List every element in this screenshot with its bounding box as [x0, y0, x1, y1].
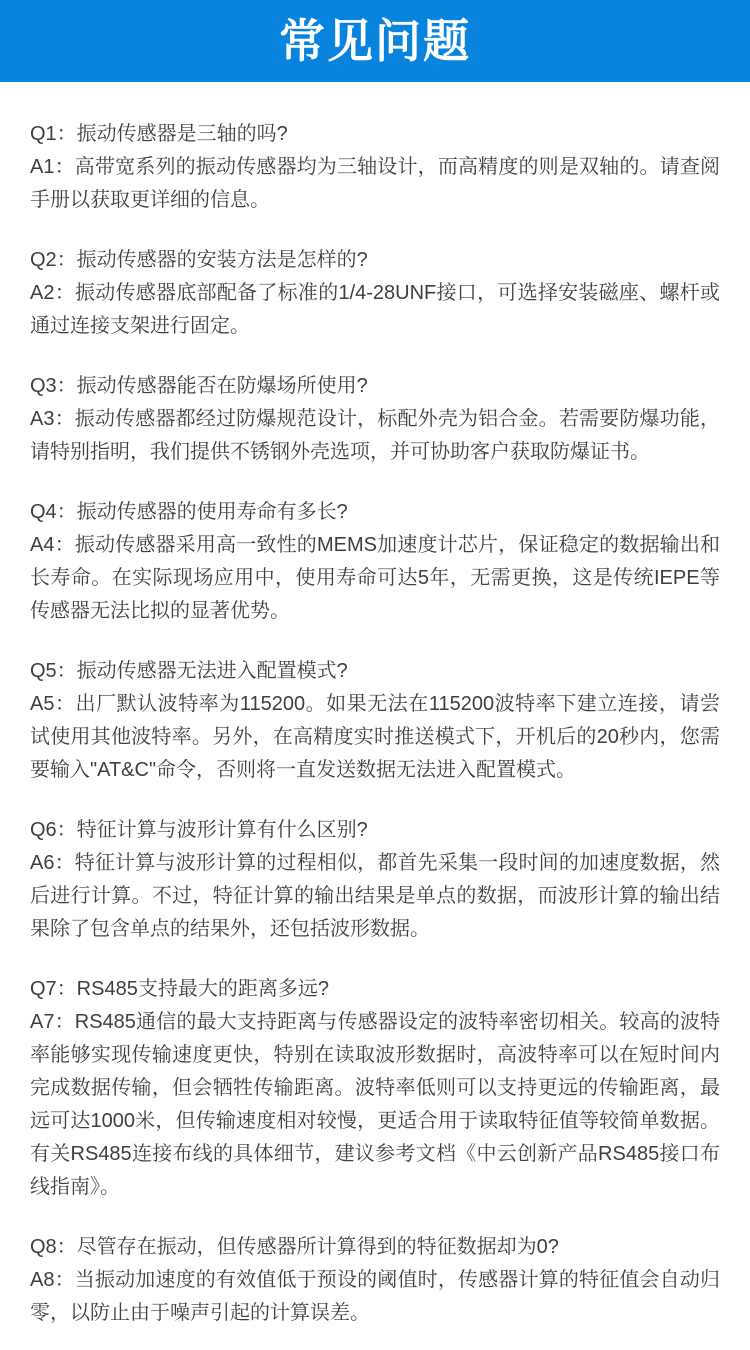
faq-question: Q8：尽管存在振动，但传感器所计算得到的特征数据却为0?: [30, 1236, 559, 1258]
faq-question: Q7：RS485支持最大的距离多远?: [30, 978, 329, 1000]
faq-question: Q6：特征计算与波形计算有什么区别?: [30, 819, 368, 841]
faq-answer: A4：振动传感器采用高一致性的MEMS加速度计芯片，保证稳定的数据输出和长寿命。在实际现场应用中，使用寿命可达5年，无需更换，这是传统IEPE等传感器无法比拟的显著优势。: [30, 534, 720, 622]
faq-item: [30, 496, 720, 628]
faq-question: Q1：振动传感器是三轴的吗?: [30, 123, 288, 145]
faq-item: [30, 814, 720, 946]
faq-question: Q2：振动传感器的安装方法是怎样的?: [30, 249, 368, 271]
faq-item: [30, 244, 720, 343]
faq-item: [30, 973, 720, 1204]
faq-list: [0, 82, 750, 1350]
faq-answer: A1：高带宽系列的振动传感器均为三轴设计，而高精度的则是双轴的。请查阅手册以获取更详细的信息。: [30, 156, 720, 211]
faq-question: Q5：振动传感器无法进入配置模式?: [30, 660, 348, 682]
faq-answer: A3：振动传感器都经过防爆规范设计，标配外壳为铝合金。若需要防爆功能，请特别指明，我们提供不锈钢外壳选项，并可协助客户获取防爆证书。: [30, 408, 720, 463]
faq-answer: A8：当振动加速度的有效值低于预设的阈值时，传感器计算的特征值会自动归零，以防止由于噪声引起的计算误差。: [30, 1269, 720, 1324]
faq-question: Q4：振动传感器的使用寿命有多长?: [30, 501, 348, 523]
faq-answer: A6：特征计算与波形计算的过程相似，都首先采集一段时间的加速度数据，然后进行计算。不过，特征计算的输出结果是单点的数据，而波形计算的输出结果除了包含单点的结果外，还包括波形数据。: [30, 852, 720, 940]
faq-item: [30, 118, 720, 217]
faq-item: [30, 655, 720, 787]
faq-question: Q3：振动传感器能否在防爆场所使用?: [30, 375, 368, 397]
faq-item: [30, 1231, 720, 1330]
page-title: 常见问题: [279, 15, 471, 67]
faq-answer: A7：RS485通信的最大支持距离与传感器设定的波特率密切相关。较高的波特率能够实现传输速度更快，特别在读取波形数据时，高波特率可以在短时间内完成数据传输，但会牺牲传输距离。波特率低则可以支持更远的传输距离，最远可达1000米，但传输速度相对较慢，更适合用于读取特征值等较简单数据。有关RS485连接布线的具体细节，建议参考文档《中云创新产品RS485接口布线指南》。: [30, 1011, 720, 1198]
faq-answer: A2：振动传感器底部配备了标准的1/4-28UNF接口，可选择安装磁座、螺杆或通过连接支架进行固定。: [30, 282, 720, 337]
faq-answer: A5：出厂默认波特率为115200。如果无法在115200波特率下建立连接，请尝试使用其他波特率。另外，在高精度实时推送模式下，开机后的20秒内，您需要输入"AT&C"命令，否则将一直发送数据无法进入配置模式。: [30, 693, 720, 781]
faq-item: [30, 370, 720, 469]
page-header-banner: [0, 0, 750, 82]
